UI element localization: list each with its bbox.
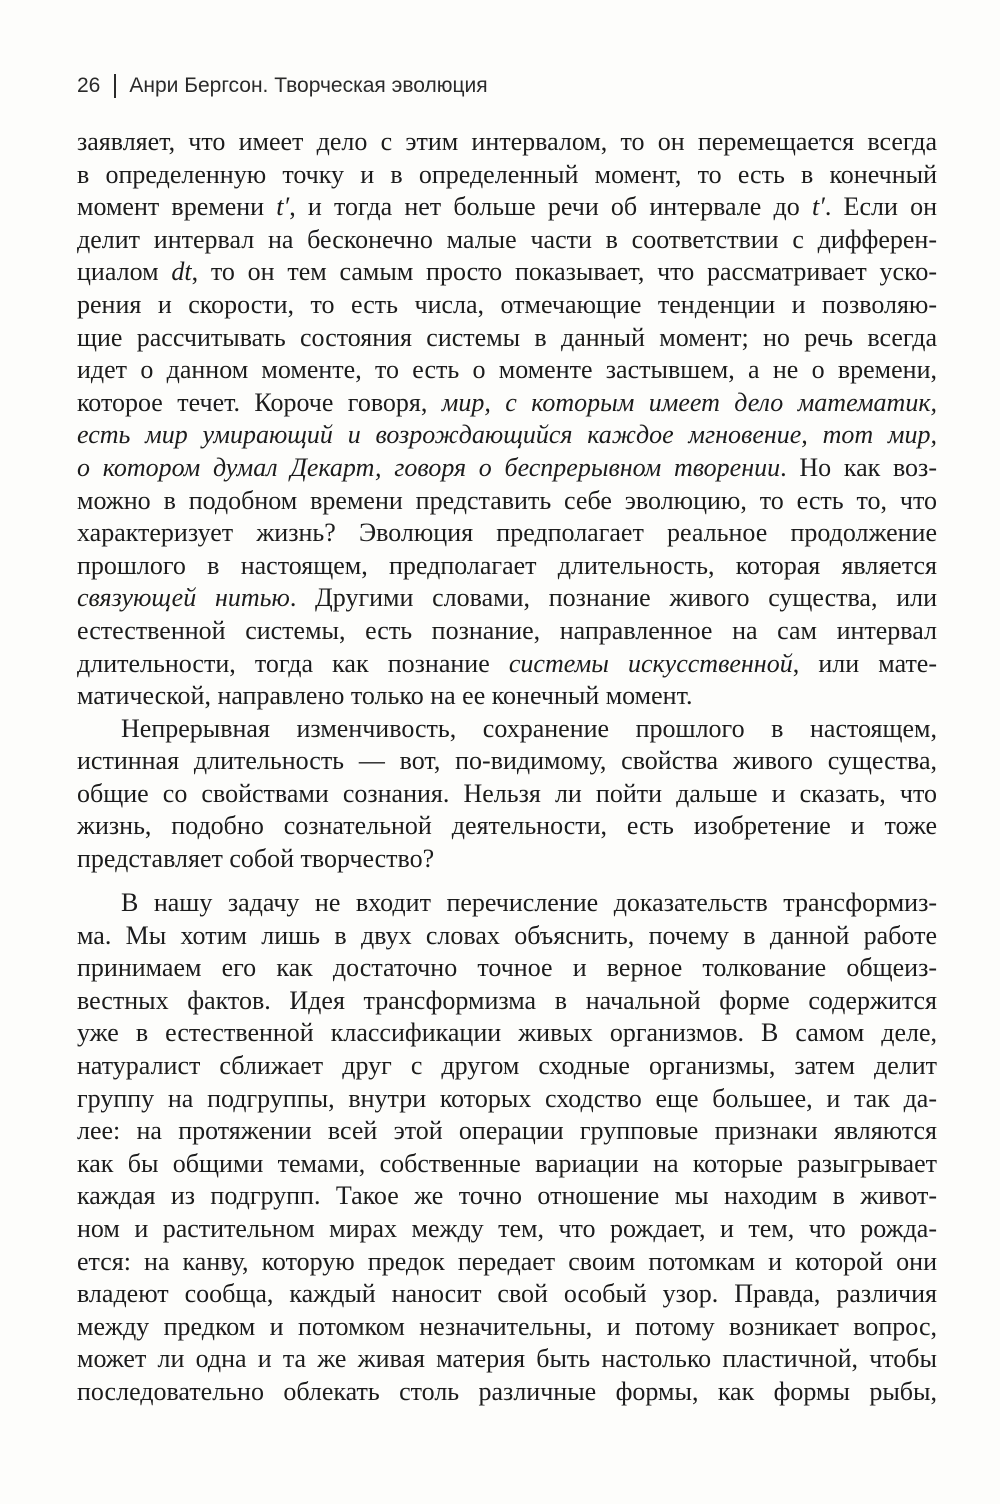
italic-text: t′ — [276, 192, 290, 222]
text-run: матической, направлено только на ее конечный момент. — [77, 681, 693, 711]
text-run: истинная длительность — вот, по-видимому, свойства живого существа, — [77, 746, 937, 776]
text-line — [77, 1180, 937, 1213]
text-line — [77, 713, 937, 746]
text-run: , или мате- — [792, 648, 938, 678]
text-run: натуралист сближает друг с другом сходные организмы, затем делит — [77, 1050, 937, 1080]
italic-text: мир, с которым имеет дело математик, — [441, 387, 937, 417]
header-separator — [114, 74, 116, 98]
text-line — [77, 920, 937, 953]
text-run: как бы общими темами, собственные вариации на которые разыгрывает — [77, 1148, 937, 1178]
text-line — [77, 550, 937, 583]
text-run: жизнь, подобно сознательной деятельности, есть изобретение и тоже — [77, 811, 937, 841]
text-run: длительности, тогда как познание — [77, 648, 509, 678]
text-run: можно в подобном времени представить себе эволюцию, то есть то, что — [77, 485, 937, 515]
text-run: щие рассчитывать состояния системы в данный момент; но речь всегда — [77, 322, 937, 352]
text-run: Непрерывная изменчивость, сохранение прошлого в настоящем, — [121, 713, 937, 743]
text-line — [77, 452, 937, 485]
text-run: ном и растительном мирах между тем, что рождает, и тем, что рожда- — [77, 1213, 937, 1243]
text-line — [77, 517, 937, 550]
running-title: Анри Бергсон. Творческая эволюция — [129, 74, 488, 97]
text-run: , и тогда нет больше речи об интервале до — [289, 192, 812, 222]
italic-text: о котором думал Декарт, говоря о беспрерывном творении — [77, 452, 781, 482]
text-line — [77, 1246, 937, 1279]
text-run: рения и скорости, то есть числа, отмечающие тенденции и позволяю- — [77, 289, 937, 319]
text-run: ма. Мы хотим лишь в двух словах объяснить, почему в данной работе — [77, 920, 937, 950]
text-run: может ли одна и та же живая материя быть настолько пластичной, чтобы — [77, 1344, 937, 1374]
text-line — [77, 810, 937, 843]
text-run: характеризует жизнь? Эволюция предполагает реальное продолжение — [77, 518, 937, 548]
text-line — [77, 1148, 937, 1181]
text-run: уже в естественной классификации живых организмов. В самом деле, — [77, 1018, 937, 1048]
text-run: между предком и потомком незначительны, и потому возникает вопрос, — [77, 1311, 937, 1341]
text-run: лее: на протяжении всей этой операции групповые признаки являются — [77, 1116, 937, 1146]
text-run: которое течет. Короче говоря, — [77, 387, 442, 417]
text-line — [77, 985, 937, 1018]
text-run: общие со свойствами сознания. Нельзя ли пойти дальше и сказать, что — [77, 778, 937, 808]
text-line — [77, 952, 937, 985]
text-line — [77, 256, 937, 289]
text-line — [77, 191, 937, 224]
text-run: , то он тем самым просто показывает, что рассматривает уско- — [191, 257, 938, 287]
text-line — [77, 289, 937, 322]
paragraph-block-1 — [77, 126, 937, 876]
italic-text: есть мир умирающий и возрождающийся каждое мгновение, тот мир, — [77, 420, 937, 450]
text-run: делит интервал на бесконечно малые части в соответствии с дифферен- — [77, 224, 937, 254]
text-run: прошлого в настоящем, предполагает длительность, которая является — [77, 550, 937, 580]
text-run: представляет собой творчество? — [77, 844, 435, 874]
text-line — [77, 485, 937, 518]
text-run: идет о данном моменте, то есть о моменте застывшем, а не о времени, — [77, 355, 937, 385]
text-run: каждая из подгрупп. Такое же точно отношение мы находим в живот- — [77, 1181, 937, 1211]
text-line — [77, 778, 937, 811]
italic-text: связующей нитью — [77, 583, 290, 613]
text-run: В нашу задачу не входит перечисление доказательств трансформиз- — [121, 888, 937, 917]
page-number: 26 — [77, 74, 101, 97]
text-run: . Другими словами, познание живого существа, или — [289, 583, 938, 613]
text-line — [77, 843, 937, 876]
text-line — [77, 887, 937, 920]
text-line — [77, 615, 937, 648]
text-run: момент времени — [77, 192, 277, 222]
text-run: принимаем его как достаточно точное и верное толкование общеиз- — [77, 953, 937, 983]
italic-text: t′ — [811, 192, 825, 222]
text-run: . Если он — [824, 192, 937, 222]
paragraph-block-2 — [77, 887, 937, 1409]
text-run: владеют сообща, каждый наносит свой особый узор. Правда, различия — [77, 1279, 937, 1309]
text-line — [77, 648, 937, 681]
italic-text: системы искусственной — [508, 648, 793, 678]
text-line — [77, 322, 937, 355]
text-run: естественной системы, есть познание, направленное на сам интервал — [77, 615, 937, 645]
text-run: ется: на канву, которую предок передает своим потомкам и которой они — [77, 1246, 937, 1276]
text-run: циалом — [77, 257, 172, 287]
text-line — [77, 387, 937, 420]
text-line — [77, 1017, 937, 1050]
text-line — [77, 1115, 937, 1148]
text-run: . Но как воз- — [780, 452, 937, 482]
text-line — [77, 224, 937, 257]
text-line — [77, 419, 937, 452]
text-run: вестных фактов. Идея трансформизма в начальной форме содержится — [77, 985, 937, 1015]
text-line — [77, 582, 937, 615]
text-run: группу на подгруппы, внутри которых сходство еще большее, и так да- — [77, 1083, 937, 1113]
text-line — [77, 745, 937, 778]
text-line — [77, 1278, 937, 1311]
text-line — [77, 354, 937, 387]
text-line — [77, 1311, 937, 1344]
text-line — [77, 126, 937, 159]
italic-text: dt — [171, 257, 192, 287]
text-run: в определенную точку и в определенный момент, то есть в конечный — [77, 159, 937, 189]
running-header — [77, 70, 488, 102]
text-run: заявляет, что имеет дело с этим интервалом, то он перемещается всегда — [77, 127, 937, 156]
text-run: последовательно облекать столь различные формы, как формы рыбы, — [77, 1376, 937, 1406]
text-line — [77, 1343, 937, 1376]
text-line — [77, 1050, 937, 1083]
text-line — [77, 1376, 937, 1409]
text-line — [77, 1083, 937, 1116]
text-line — [77, 1213, 937, 1246]
text-line — [77, 159, 937, 192]
text-line — [77, 680, 937, 713]
